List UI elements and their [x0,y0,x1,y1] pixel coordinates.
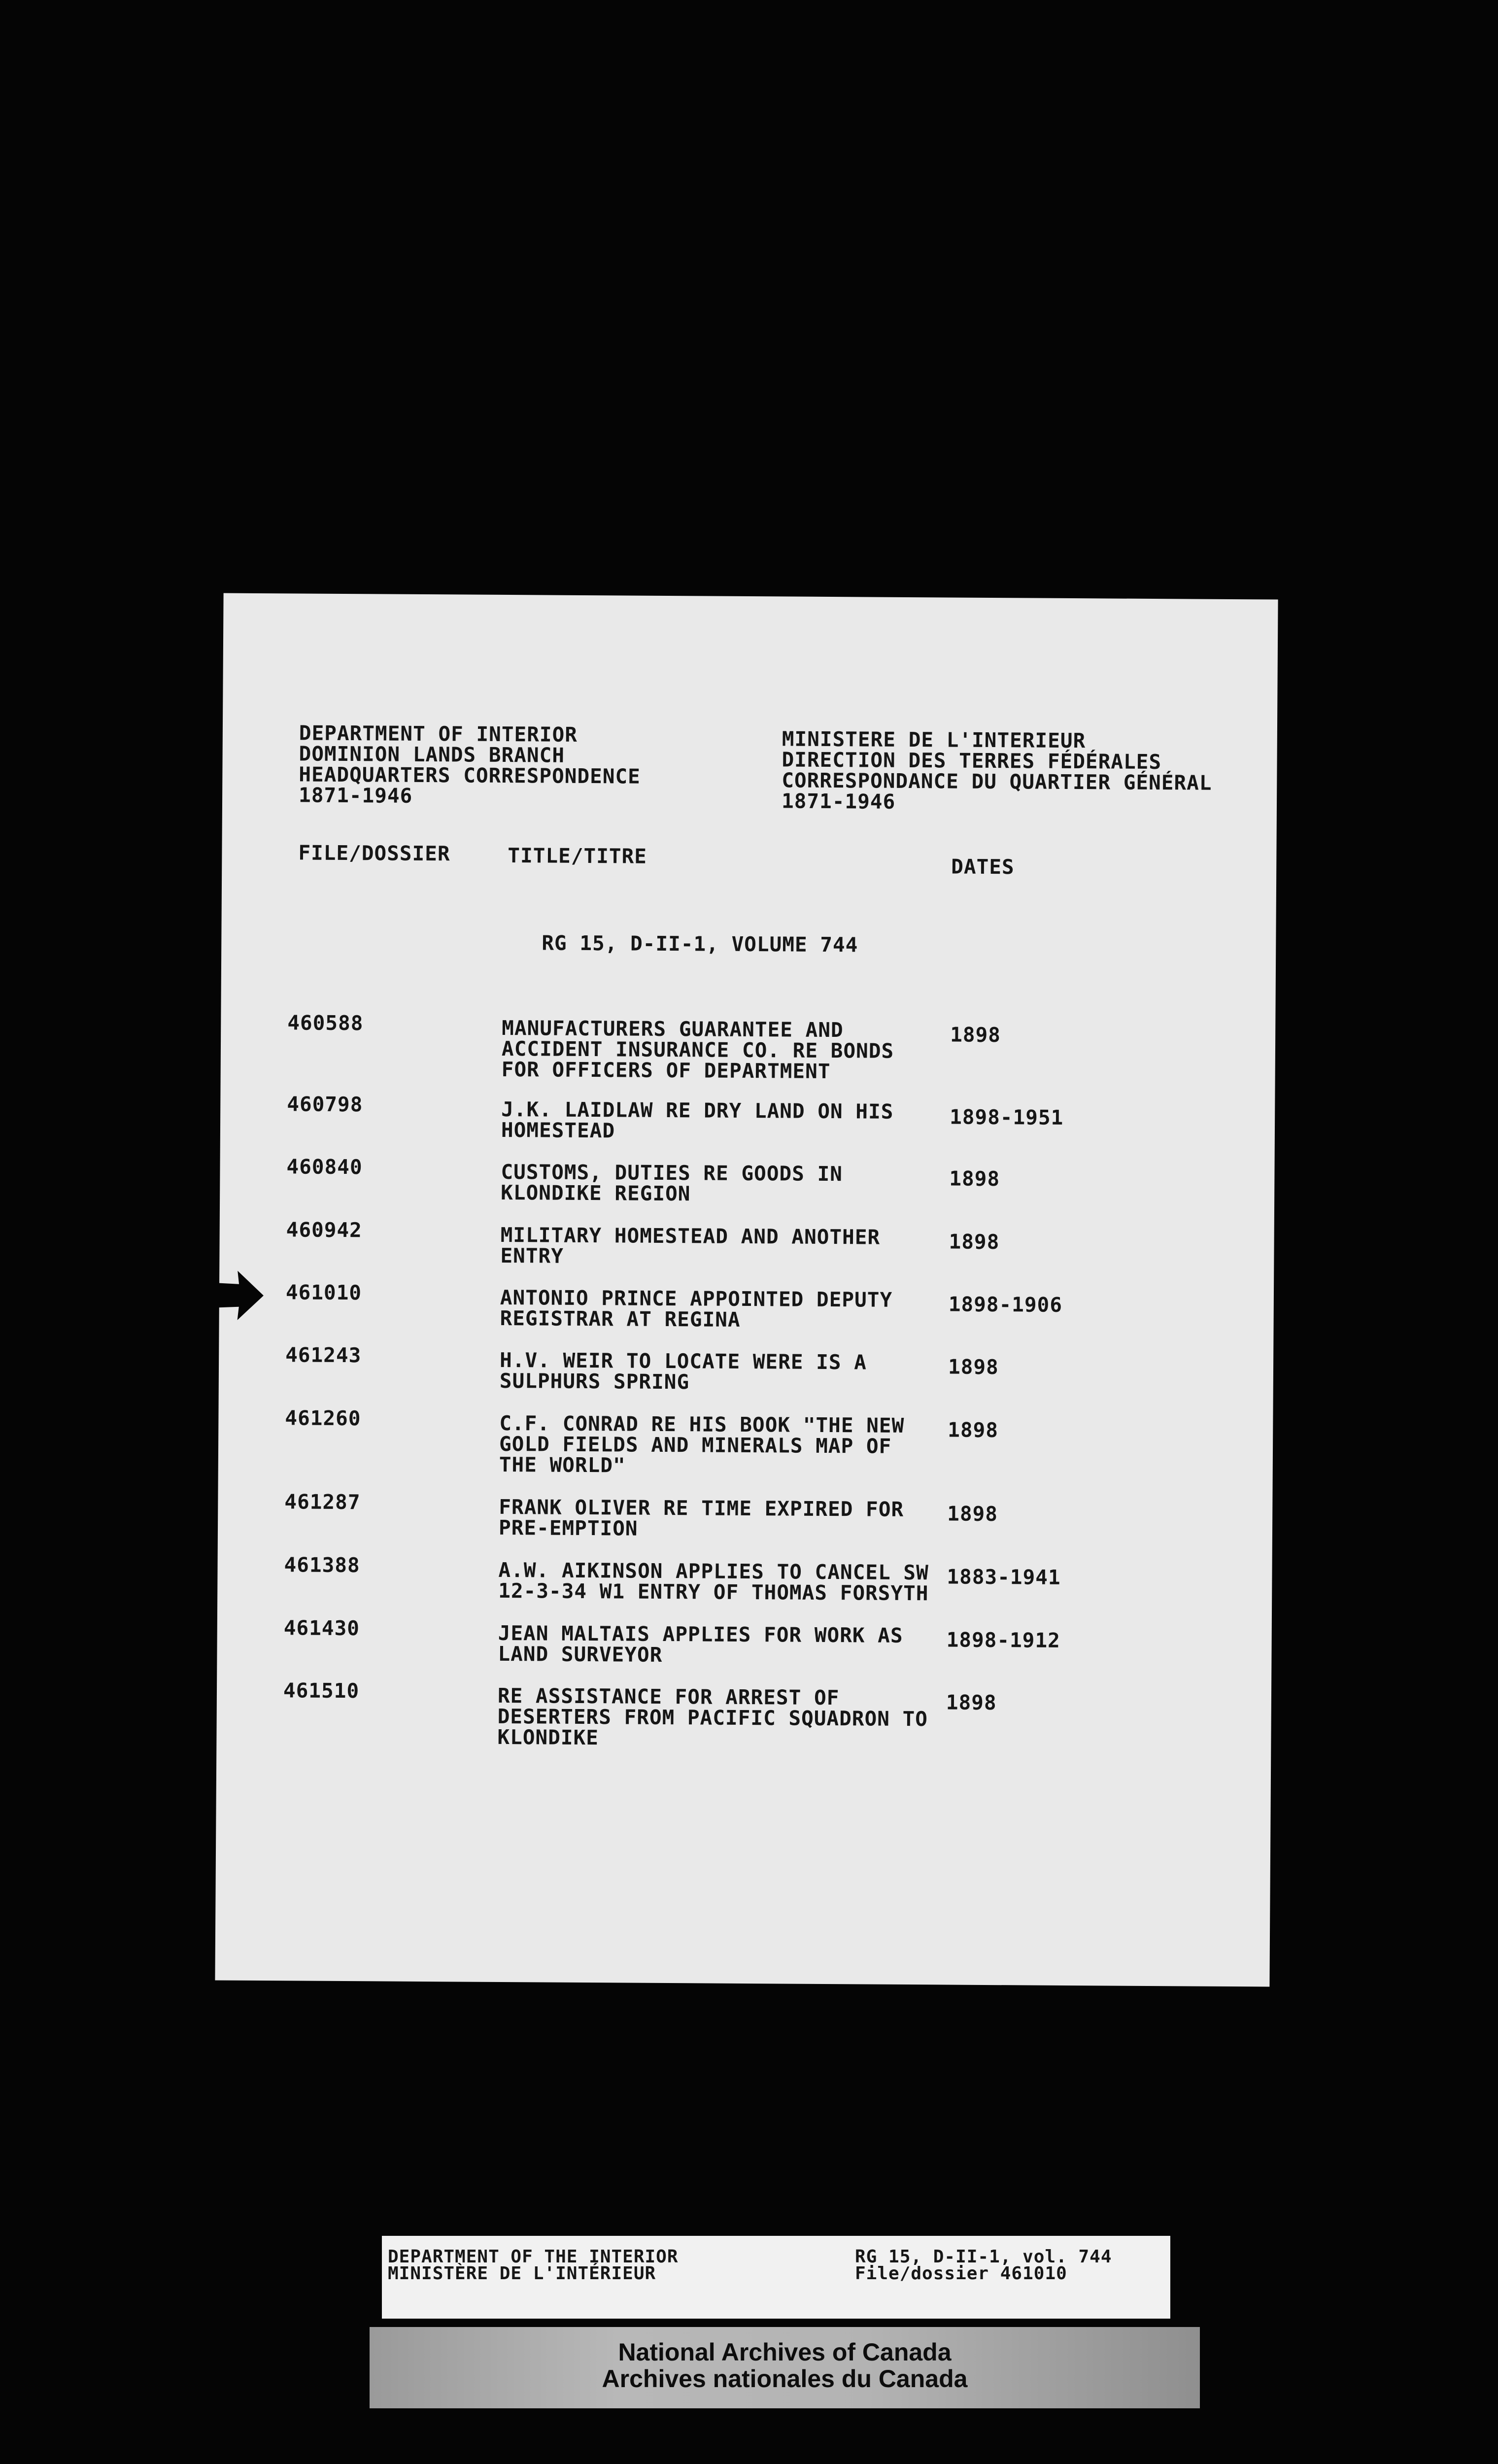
header-fr-line-3: CORRESPONDANCE DU QUARTIER GÉNÉRAL [782,768,1212,795]
header-fr-line-2: DIRECTION DES TERRES FÉDÉRALES [782,748,1162,774]
row-file-number: 460798 [287,1092,363,1117]
archives-name-en: National Archives of Canada [618,2338,952,2366]
row-dates: 1898 [946,1690,997,1715]
label-dept-en: DEPARTMENT OF THE INTERIOR [388,2247,679,2267]
row-dates: 1898-1951 [950,1105,1064,1129]
label-dept-fr: MINISTÈRE DE L'INTÉRIEUR [388,2263,656,2284]
archives-banner [370,2327,1200,2408]
row-title: C.F. CONRAD RE HIS BOOK "THE NEW GOLD FIELDS AND MINERALS MAP OF THE WORLD" [499,1411,905,1477]
row-title: A.W. AIKINSON APPLIES TO CANCEL SW 12-3-34 W1 ENTRY OF THOMAS FORSYTH [498,1558,929,1606]
header-en-line-1: DEPARTMENT OF INTERIOR [299,721,578,747]
row-title: FRANK OLIVER RE TIME EXPIRED FOR PRE-EMPTION [498,1495,904,1540]
row-dates: 1898 [950,1023,1001,1047]
row-title: H.V. WEIR TO LOCATE WERE IS A SULPHURS SPRING [499,1348,867,1394]
row-dates: 1898-1906 [948,1292,1063,1317]
row-file-number: 460942 [286,1218,362,1242]
row-title: RE ASSISTANCE FOR ARREST OF DESERTERS FROM PACIFIC SQUADRON TO KLONDIKE [497,1683,928,1750]
row-file-number: 461430 [283,1616,360,1641]
row-dates: 1898-1912 [946,1628,1060,1652]
row-dates: 1898 [948,1355,999,1379]
row-title: J.K. LAIDLAW RE DRY LAND ON HIS HOMESTEAD [501,1097,894,1143]
row-title: MILITARY HOMESTEAD AND ANOTHER ENTRY [500,1223,881,1268]
row-dates: 1898 [948,1418,999,1442]
header-en-line-4: 1871-1946 [298,783,413,808]
row-file-number: 461010 [285,1280,362,1305]
row-title: JEAN MALTAIS APPLIES FOR WORK AS LAND SURVEYOR [498,1621,903,1667]
header-en-line-3: HEADQUARTERS CORRESPONDENCE [299,762,641,788]
row-file-number: 460588 [287,1011,364,1035]
column-header-file: FILE/DOSSIER [298,841,450,866]
header-fr-line-1: MINISTERE DE L'INTERIEUR [782,727,1086,753]
row-dates: 1898 [949,1166,1000,1191]
column-header-title: TITLE/TITRE [508,844,647,868]
header-en-line-2: DOMINION LANDS BRANCH [299,742,565,767]
row-file-number: 461260 [285,1406,361,1431]
row-dates: 1898 [947,1502,998,1526]
row-dates: 1898 [949,1230,1000,1254]
row-file-number: 460840 [286,1155,363,1179]
label-volume-ref: RG 15, D-II-1, vol. 744 [855,2247,1112,2267]
row-title: ANTONIO PRINCE APPOINTED DEPUTY REGISTRAR AT REGINA [500,1285,893,1332]
index-sheet [215,593,1278,1986]
row-file-number: 461388 [284,1553,360,1577]
row-file-number: 461510 [283,1678,360,1703]
row-title: MANUFACTURERS GUARANTEE AND ACCIDENT INSURANCE CO. RE BONDS FOR OFFICERS OF DEPARTMENT [501,1016,894,1084]
row-file-number: 461287 [284,1490,361,1514]
volume-heading: RG 15, D-II-1, VOLUME 744 [542,931,858,957]
archive-label [382,2236,1170,2319]
row-title: CUSTOMS, DUTIES RE GOODS IN KLONDIKE REGION [501,1160,843,1206]
row-file-number: 461243 [285,1343,362,1368]
column-header-dates: DATES [951,855,1015,879]
header-fr-line-4: 1871-1946 [781,789,896,814]
label-file-ref: File/dossier 461010 [855,2263,1067,2284]
archives-name-fr: Archives nationales du Canada [602,2365,968,2393]
row-dates: 1883-1941 [947,1565,1061,1589]
pointer-arrow-icon [217,1268,264,1323]
